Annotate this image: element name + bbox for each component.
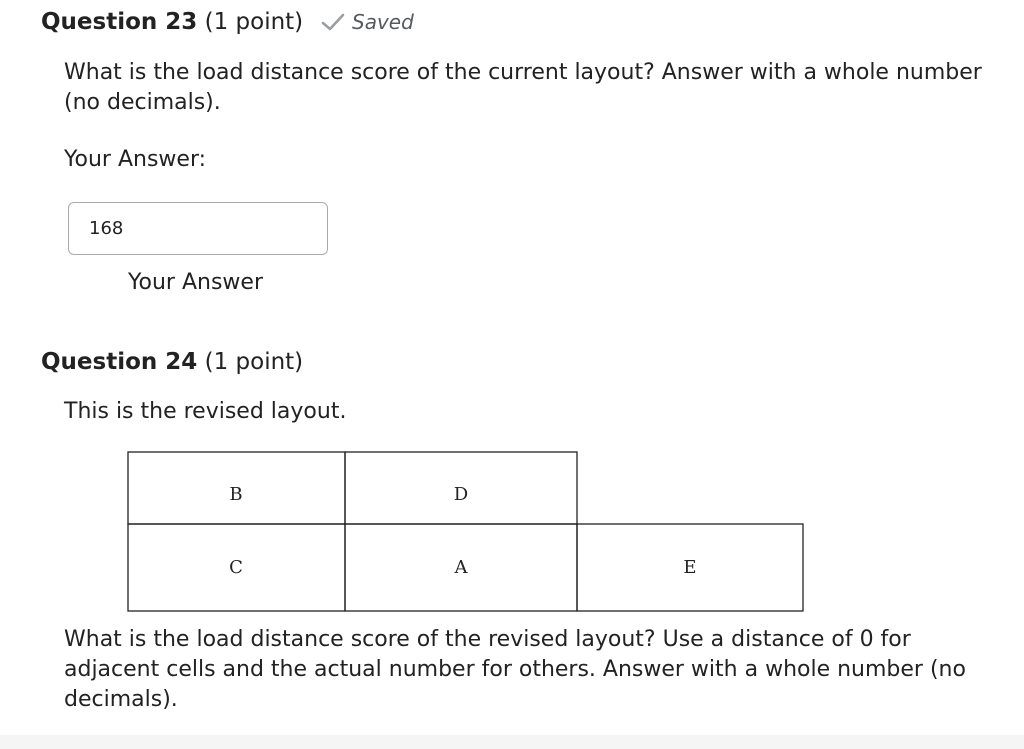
layout-label-d: D	[453, 484, 469, 505]
question-23-title: Question 23	[41, 9, 198, 35]
question-24-title: Question 24	[41, 349, 198, 375]
saved-status	[320, 10, 414, 34]
question-23-points: (1 point)	[204, 9, 304, 35]
layout-label-c: C	[229, 557, 243, 578]
question-24-header	[41, 348, 303, 376]
question-23-prompt: What is the load distance score of the current layout? Answer with a whole number (no decimals).	[64, 60, 982, 115]
answer-caption: Your Answer	[128, 270, 263, 295]
layout-label-b: B	[229, 484, 243, 505]
layout-label-a: A	[454, 557, 468, 578]
layout-cell-top-2	[345, 452, 577, 524]
checkmark-icon	[320, 11, 346, 33]
layout-cell-bottom-1	[128, 524, 345, 611]
layout-label-e: E	[683, 557, 697, 578]
question-24-points: (1 point)	[204, 349, 304, 375]
layout-cell-bottom-2	[345, 524, 577, 611]
your-answer-label: Your Answer:	[64, 147, 207, 172]
question-24-prompt: What is the load distance score of the revised layout? Use a distance of 0 for adjacent cells and the actual number for others. Answer with a whole number (no decimals).	[64, 627, 966, 712]
question-23-header	[41, 8, 303, 36]
question-23-answer-input[interactable]	[68, 202, 328, 255]
question-24-intro: This is the revised layout.	[64, 399, 347, 424]
page-bottom-edge	[0, 735, 1024, 749]
layout-cell-top-1	[128, 452, 345, 524]
layout-cell-bottom-3	[577, 524, 803, 611]
saved-status-label: Saved	[352, 10, 414, 34]
